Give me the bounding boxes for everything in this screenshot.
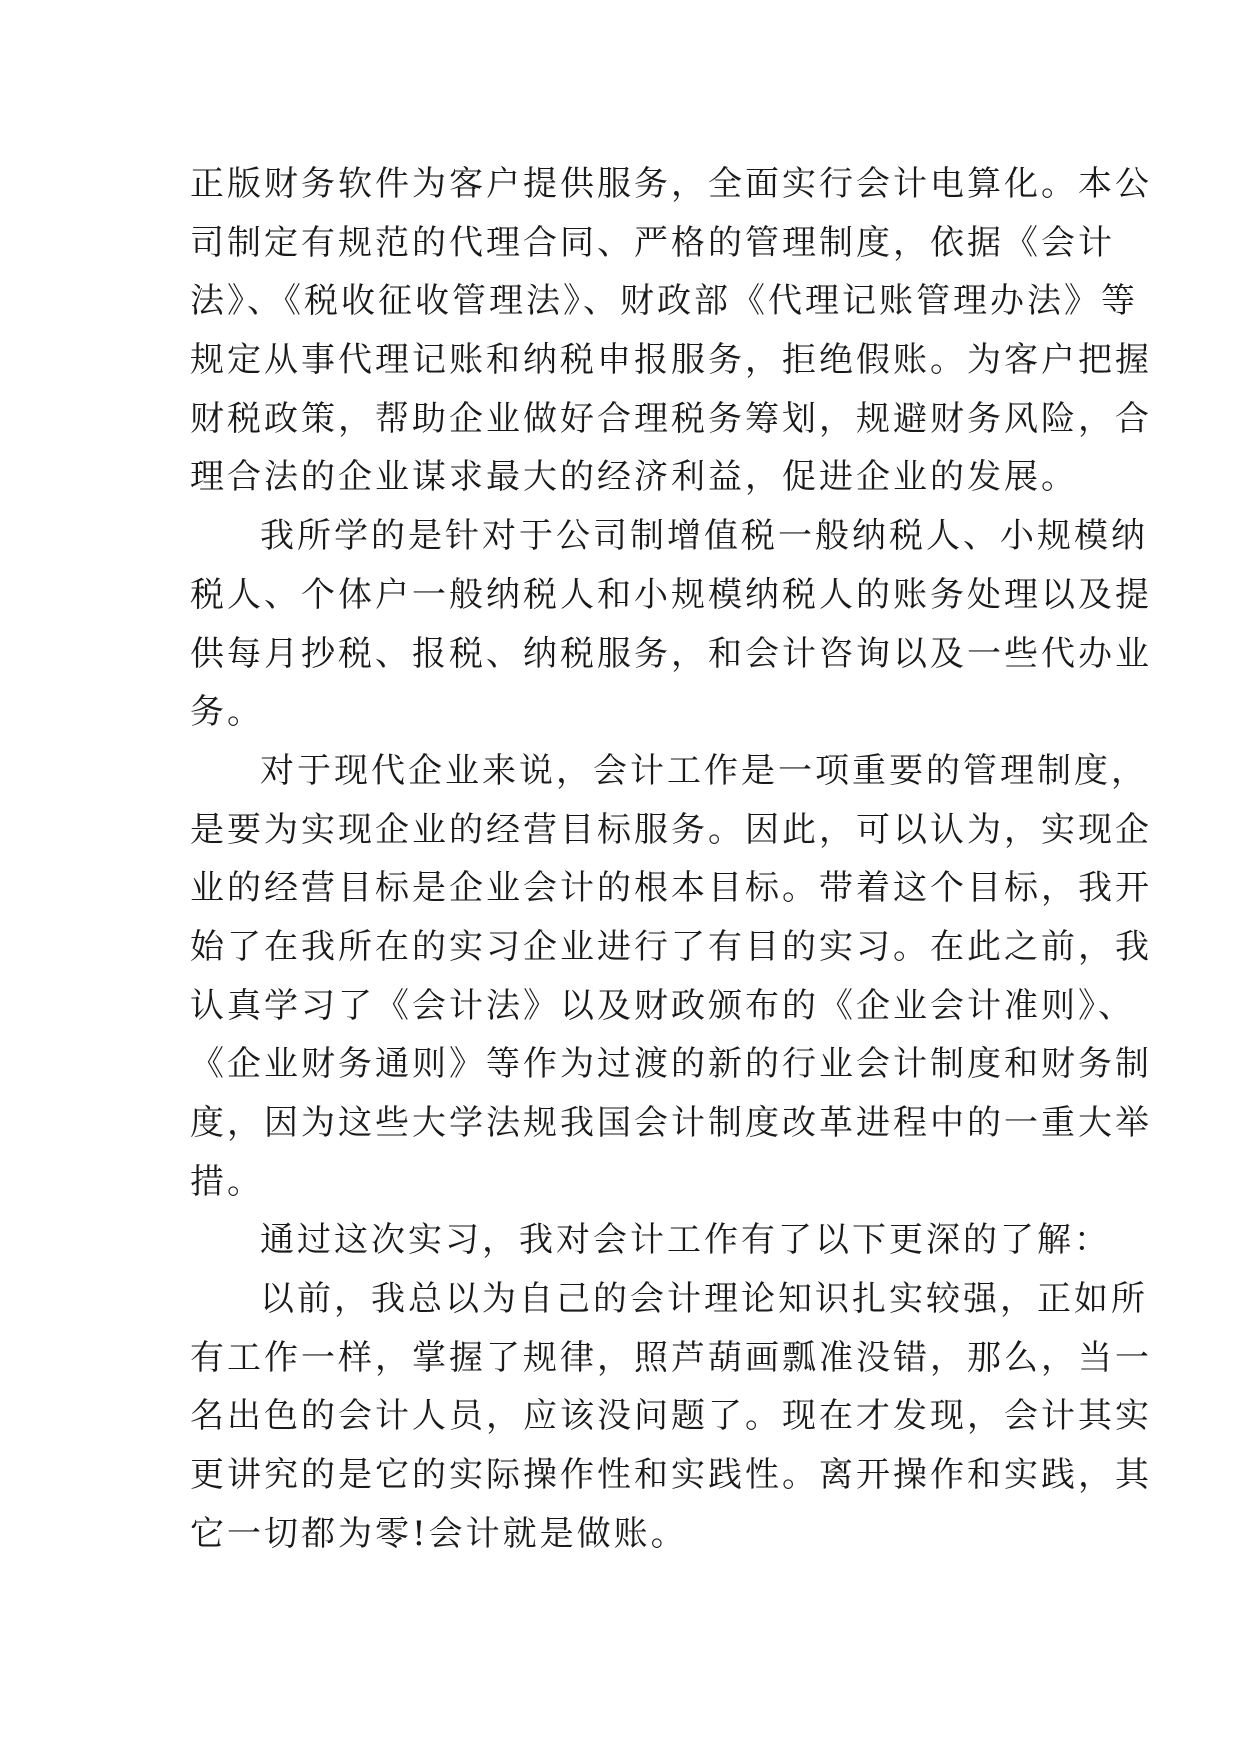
text-line: 更讲究的是它的实际操作性和实践性。离开操作和实践，其 — [190, 1455, 1152, 1496]
text-line: 度，因为这些大学法规我国会计制度改革进程中的一重大举 — [190, 1103, 1152, 1143]
text-line: 通过这次实习，我对会计工作有了以下更深的了解： — [260, 1220, 1111, 1261]
text-line: 理合法的企业谋求最大的经济利益，促进企业的发展。 — [190, 457, 1078, 498]
text-line: 是要为实现企业的经营目标服务。因此，可以认为，实现企 — [190, 809, 1152, 850]
text-line: 有工作一样，掌握了规律，照芦葫画瓢准没错，那么，当一 — [190, 1337, 1152, 1378]
text-line: 我所学的是针对于公司制增值税一般纳税人、小规模纳 — [260, 516, 1148, 557]
text-line: 始了在我所在的实习企业进行了有目的实习。在此之前，我 — [190, 926, 1152, 967]
text-line: 规定从事代理记账和纳税申报服务，拒绝假账。为客户把握 — [190, 340, 1152, 381]
text-line: 正版财务软件为客户提供服务，全面实行会计电算化。本公 — [190, 164, 1152, 204]
text-line: 对于现代企业来说，会计工作是一项重要的管理制度， — [260, 750, 1148, 791]
text-line: 以前，我总以为自己的会计理论知识扎实较强，正如所 — [260, 1279, 1148, 1320]
text-line: 《企业财务通则》等作为过渡的新的行业会计制度和财务制 — [190, 1044, 1152, 1085]
text-line: 税人、个体户一般纳税人和小规模纳税人的账务处理以及提 — [190, 574, 1152, 615]
text-line: 它一切都为零!会计就是做账。 — [190, 1513, 688, 1554]
text-line: 业的经营目标是企业会计的根本目标。带着这个目标，我开 — [190, 868, 1152, 909]
text-line: 认真学习了《会计法》以及财政颁布的《企业会计准则》、 — [190, 985, 1135, 1026]
text-line: 供每月抄税、报税、纳税服务，和会计咨询以及一些代办业 — [190, 633, 1152, 674]
text-line: 法》、《税收征收管理法》、财政部《代理记账管理办法》等 — [190, 281, 1138, 322]
text-line: 名出色的会计人员，应该没问题了。现在才发现，会计其实 — [190, 1396, 1152, 1437]
text-line: 财税政策，帮助企业做好合理税务筹划，规避财务风险，合 — [190, 398, 1152, 439]
body-text — [190, 155, 1152, 1564]
text-line: 司制定有规范的代理合同、严格的管理制度，依据《会计 — [190, 222, 1115, 263]
text-line: 措。 — [190, 1161, 264, 1202]
text-line: 务。 — [190, 692, 264, 733]
